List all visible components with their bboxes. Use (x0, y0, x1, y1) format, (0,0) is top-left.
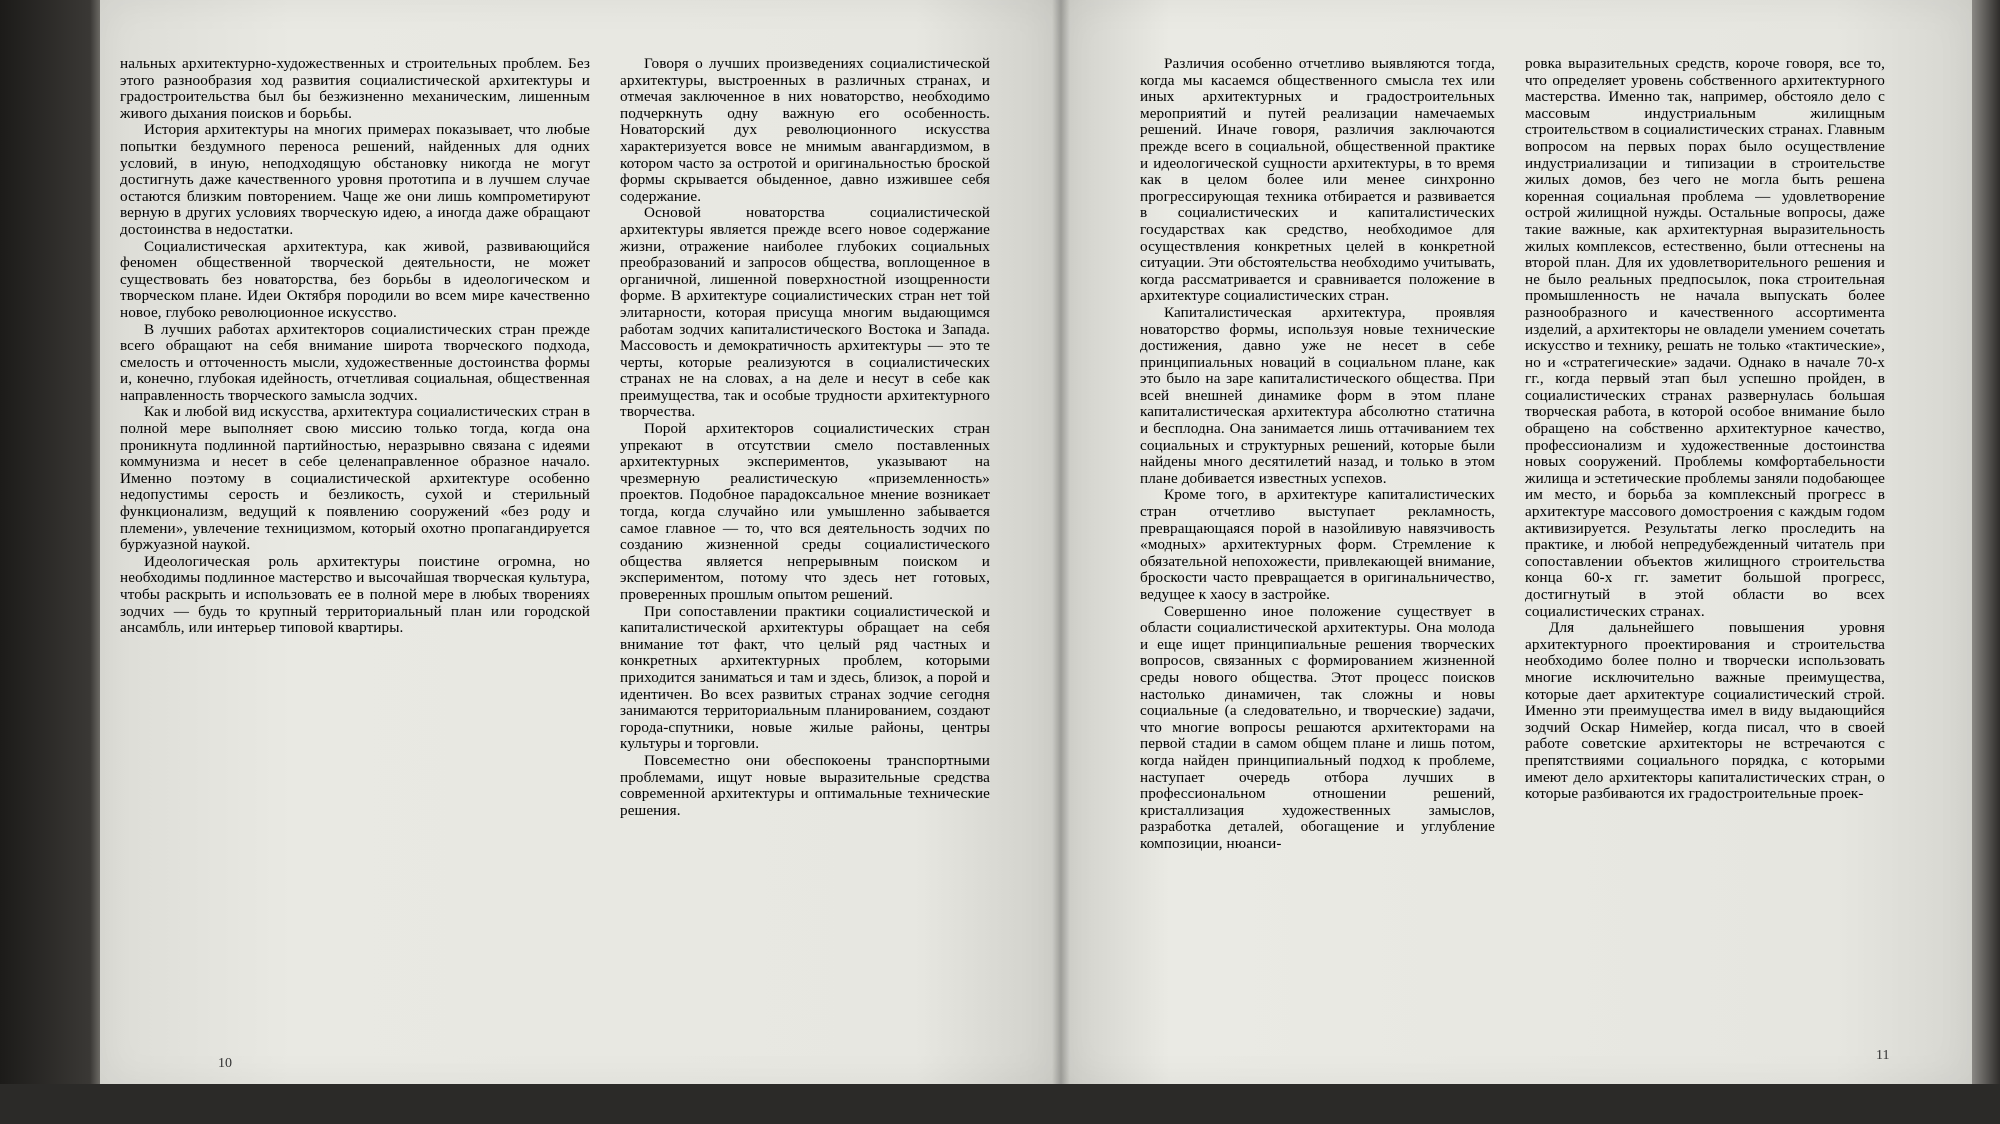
page-number-left: 10 (218, 1056, 232, 1071)
paragraph: Идеологическая роль архитектуры поистине огромна, но необходимы подлинное мастерство и высочайшая творческая культура, чтобы раскрыть и использовать ее в полной мере в любых творениях зодчих — будь то крупный территориальный план или городской ансамбль, или интерьер типовой квартиры. (120, 552, 590, 637)
page-number-right: 11 (1876, 1048, 1890, 1063)
paragraph: Социалистическая архитектура, как живой, развивающийся феномен общественной творческой деятельности, не может существовать без новаторства, без борьбы в идеологическом и творческом плане. Идеи Октября породили во всем мире качественно новое, глубоко революционное искусство. (120, 237, 590, 321)
paragraph: Капиталистическая архитектура, проявляя новаторство формы, используя новые технические достижения, давно уже не несет в себе принципиальных новаций в социальном плане, как это было на заре капиталистического общества. При всей внешней динамике форм в этом плане капиталистическая архитектура абсолютно статична и бесплодна. Она занимается лишь оттачиванием тех социальных и структурных решений, которые были найдены много десятилетий назад, и только в этом плане добивается известных успехов. (1140, 303, 1495, 487)
paragraph: Основой новаторства социалистической архитектуры является прежде всего новое содержание жизни, отражение наиболее глубоких социальных преобразований и запросов общества, воплощенное в органичной, лишенной поверхностной изощренности форме. В архитектуре социалистических стран нет той элитарности, которая присуща многим выдающимся работам зодчих капиталистического Востока и Запада. Массовость и демократичность архитектуры — это те черты, которые реализуются в социалистических странах не на словах, а на деле и несут в себе как преимущества, так и особые трудности архитектурного творчества. (620, 204, 990, 421)
paragraph: В лучших работах архитекторов социалистических стран прежде всего обращают на себя внимание широта творческого подхода, смелость и отточенность мысли, художественные достоинства формы и, конечно, глубокая идейность, отчетливая социальная, общественная направленность творческого замысла зодчих. (120, 320, 590, 404)
paragraph: нальных архитектурно-художественных и строительных проблем. Без этого разнообразия ход развития социалистической архитектуры и градостроительства был бы безжизненно механическим, лишенным живого дыхания поисков и борьбы. (120, 55, 590, 122)
paragraph: Для дальнейшего повышения уровня архитектурного проектирования и строительства необходимо более полно и творчески использовать многие исключительно важные преимущества, которые дает архитектуре социалистический строй. Именно эти преимущества имел в виду выдающийся зодчий Оскар Нимейер, когда писал, что в своей работе советские архитекторы не встречаются с препятствиями социального порядка, с которыми имеют дело архитекторы капиталистических стран, о которые разбиваются их градостроительные проек- (1525, 619, 1885, 803)
left-page-column-1 (120, 56, 590, 637)
paragraph: При сопоставлении практики социалистической и капиталистической архитектуры обращает на себя внимание тот факт, что целый ряд частных и конкретных архитектурных проблем, которыми приходится заниматься и там и здесь, близок, а порой и идентичен. Во всех развитых странах зодчие сегодня занимаются территориальным планированием, создают города-спутники, новые жилые районы, центры культуры и торговли. (620, 602, 990, 753)
paragraph: Кроме того, в архитектуре капиталистических стран отчетливо выступает рекламность, превращающаяся порой в назойливую навязчивость «модных» архитектурных форм. Стремление к обязательной непохожести, привлекающей внимание, броскости часто превращается в оригинальничество, ведущее к хаосу в застройке. (1140, 486, 1495, 603)
background-edge-bottom (0, 1084, 2000, 1124)
right-page-column-2 (1525, 56, 1885, 803)
paragraph: История архитектуры на многих примерах показывает, что любые попытки бездумного переноса решений, найденных для одних условий, в иную, неподходящую обстановку никогда не могут достигнуть даже качественного уровня прототипа и в лучшем случае остаются близким повторением. Чаще же они лишь компрометируют верную в других условиях творческую идею, а иногда даже обращают достоинства в недостатки. (120, 121, 590, 238)
book-gutter (1052, 0, 1070, 1085)
background-edge-right (1972, 0, 2000, 1124)
paragraph: ровка выразительных средств, короче говоря, все то, что определяет уровень собственного архитектурного мастерства. Именно так, например, обстояло дело с массовым индустриальным жилищным строительством в социалистических странах. Главным вопросом на первых порах было осуществление индустриализации и типизации в строительстве жилых домов, без чего не могла быть решена коренная социальная проблема — удовлетворение острой жилищной нужды. Остальные вопросы, даже такие важные, как архитектурная выразительность жилых комплексов, естественно, были оттеснены на второй план. Для их удовлетворительного решения и не было реальных предпосылок, пока строительная промышленность не начала выпускать более разнообразного и качественного ассортимента изделий, а архитекторы не овладели умением сочетать искусство и технику, решать не только «тактические», но и «стратегические» задачи. Однако в начале 70-х гг., когда первый этап был успешно пройден, в социалистических странах развернулась большая творческая работа, в которой особое внимание было обращено на собственно архитектурное качество, профессионализм и художественные достоинства новых сооружений. Проблемы комфортабельности жилища и эстетические проблемы заняли подобающее им место, и борьба за комплексный прогресс в архитектуре массового домостроения с каждым годом активизируется. Результаты легко проследить на практике, и любой непредубежденный читатель при сопоставлении объектов жилищного строительства конца 60-х гг. заметит большой прогресс, достигнутый в этой области во всех социалистических странах. (1525, 55, 1885, 620)
paragraph: Повсеместно они обеспокоены транспортными проблемами, ищут новые выразительные средства современной архитектуры и оптимальные технические решения. (620, 751, 990, 819)
right-page-column-1 (1140, 56, 1495, 853)
left-page-column-2 (620, 56, 990, 819)
paragraph: Различия особенно отчетливо выявляются тогда, когда мы касаемся общественного смысла тех или иных архитектурных и градостроительных мероприятий и путей реализации намечаемых решений. Иначе говоря, различия заключаются прежде всего в социальной, общественной практике и идеологической сущности архитектуры, в то время как в целом более или менее синхронно прогрессирующая техника отбирается и развивается в социалистических и капиталистических государствах как средство, необходимое для осуществления конкретных целей в конкретной ситуации. Эти обстоятельства необходимо учитывать, когда рассматривается и сравнивается положение в архитектуре социалистических стран. (1140, 55, 1495, 305)
paragraph: Порой архитекторов социалистических стран упрекают в отсутствии смело поставленных архитектурных экспериментов, указывают на чрезмерную реалистическую «приземленность» проектов. Подобное парадоксальное мнение возникает тогда, когда случайно или умышленно забывается самое главное — то, что вся деятельность зодчих по созданию жизненной среды социалистического общества является непрерывным поиском и экспериментом, потому что здесь нет готовых, проверенных прошлым опытом решений. (620, 420, 990, 603)
paragraph: Совершенно иное положение существует в области социалистической архитектуры. Она молода и еще ищет принципиальные решения творческих вопросов, связанных с формированием жизненной среды нового общества. Этот процесс поисков настолько динамичен, так сложны и новы социальные (а следовательно, и творческие) задачи, что многие вопросы решаются архитекторами на первой стадии в самом общем плане и лишь потом, когда найден принципиальный подход к проблеме, наступает очередь отбора лучших в профессиональном отношении решений, кристаллизация художественных замыслов, разработка деталей, обогащение и углубление композиции, нюанси- (1140, 602, 1495, 852)
paragraph: Говоря о лучших произведениях социалистической архитектуры, выстроенных в различных странах, и отмечая заключенное в них новаторство, необходимо подчеркнуть одну важную его особенность. Новаторский дух революционного искусства характеризуется вовсе не мнимым авангардизмом, в котором часто за остротой и оригинальностью броской формы скрывается обыденное, давно изжившее себя содержание. (620, 55, 990, 205)
background-edge-left (0, 0, 100, 1124)
paragraph: Как и любой вид искусства, архитектура социалистических стран в полной мере выполняет свою миссию только тогда, когда она проникнута подлинной партийностью, неразрывно связана с идеями коммунизма и несет в себе целенаправленное образное начало. Именно поэтому в социалистической архитектуре особенно недопустимы серость и безликость, сухой и стерильный функционализм, ведущий к появлению сооружений «без роду и племени», увлечение техницизмом, который охотно пропагандируется буржуазной наукой. (120, 403, 590, 554)
